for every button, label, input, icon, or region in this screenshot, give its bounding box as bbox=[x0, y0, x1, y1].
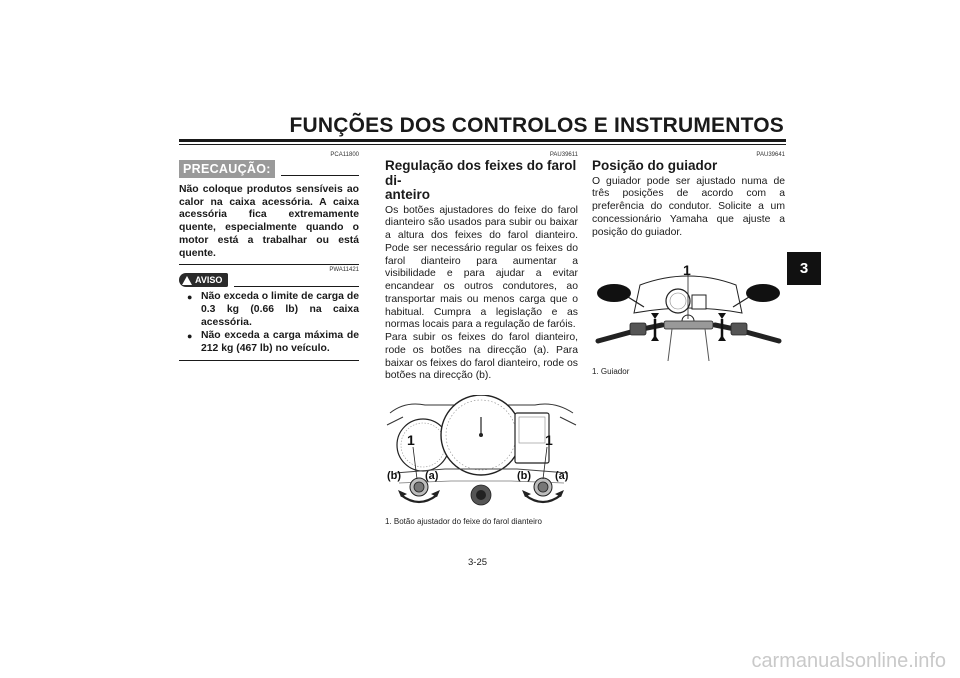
page-number: 3-25 bbox=[468, 557, 488, 568]
direction-a-right: (a) bbox=[555, 470, 569, 482]
figure-caption: 1. Botão ajustador do feixe do farol dianteiro bbox=[385, 517, 542, 526]
right-column bbox=[592, 152, 785, 376]
direction-b-right: (b) bbox=[517, 470, 532, 482]
left-column bbox=[179, 152, 359, 361]
header-rule bbox=[179, 139, 786, 142]
warning-list bbox=[179, 291, 359, 356]
callout-1-left: 1 bbox=[407, 432, 415, 448]
figure-caption: 1. Guiador bbox=[592, 367, 630, 377]
headlight-para-1: Os botões ajustadores do feixe do farol dianteiro são usados para subir ou baixar a altura dos feixes do farol dianteiro. Pode ser necessário regular os feixes do farol dianteiro para aumentar a visibilidade e para ajudar a evitar encandear os outros condutores, ao transportar mais ou menos carga que o habitual. Cumpra a legislação e as normas locais para a regulação de faróis. bbox=[385, 204, 578, 331]
middle-column bbox=[385, 152, 578, 526]
direction-b-left: (b) bbox=[387, 470, 402, 482]
warning-item: ● Não exceda a carga máxima de 212 kg (467 lb) no veículo. bbox=[179, 330, 359, 355]
section-code: PAU39641 bbox=[756, 152, 785, 158]
warning-code: PWA11421 bbox=[329, 267, 359, 274]
warning-header bbox=[179, 273, 359, 287]
handlebar-para: O guiador pode ser ajustado numa de três posições de acordo com a preferência do condutor. Solicite a um concessionário Yamaha que ajuste a posição do guiador. bbox=[592, 175, 785, 238]
handlebar-figure bbox=[592, 263, 785, 363]
warning-label bbox=[179, 273, 228, 287]
warning-triangle-icon bbox=[182, 276, 192, 285]
caution-end-rule bbox=[179, 264, 359, 265]
chapter-tab[interactable]: 3 bbox=[787, 252, 821, 285]
callout-1: 1 bbox=[683, 263, 691, 279]
section-heading: Posição do guiador bbox=[592, 158, 718, 173]
caution-header bbox=[179, 160, 359, 178]
watermark: carmanualsonline.info bbox=[751, 650, 946, 672]
header-rule-thin bbox=[179, 144, 786, 145]
warning-end-rule bbox=[179, 360, 359, 361]
headlight-adjuster-figure bbox=[385, 395, 578, 513]
caution-label: PRECAUÇÃO: bbox=[179, 160, 275, 178]
caution-code: PCA11800 bbox=[330, 152, 359, 158]
headlight-para-2: Para subir os feixes do farol dianteiro, rode os botões na direcção (a). Para baixar os feixes do farol dianteiro, rode os botões na direcção (b). bbox=[385, 332, 578, 382]
callout-1-right: 1 bbox=[545, 432, 553, 448]
caution-text: Não coloque produtos sensíveis ao calor na caixa acessória. A caixa acessória fica extremamente quente, especialmente quando o motor está a trabalhar ou está quente. bbox=[179, 184, 359, 259]
section-code: PAU39611 bbox=[549, 152, 578, 158]
direction-a-left: (a) bbox=[425, 470, 439, 482]
section-heading: Regulação dos feixes do farol di- anteiro bbox=[385, 158, 577, 202]
warning-label-text: AVISO bbox=[195, 275, 223, 286]
warning-item: ● Não exceda o limite de carga de 0.3 kg (0.66 lb) na caixa acessória. bbox=[179, 291, 359, 329]
page-header-title: FUNÇÕES DOS CONTROLOS E INSTRUMENTOS bbox=[289, 114, 784, 137]
